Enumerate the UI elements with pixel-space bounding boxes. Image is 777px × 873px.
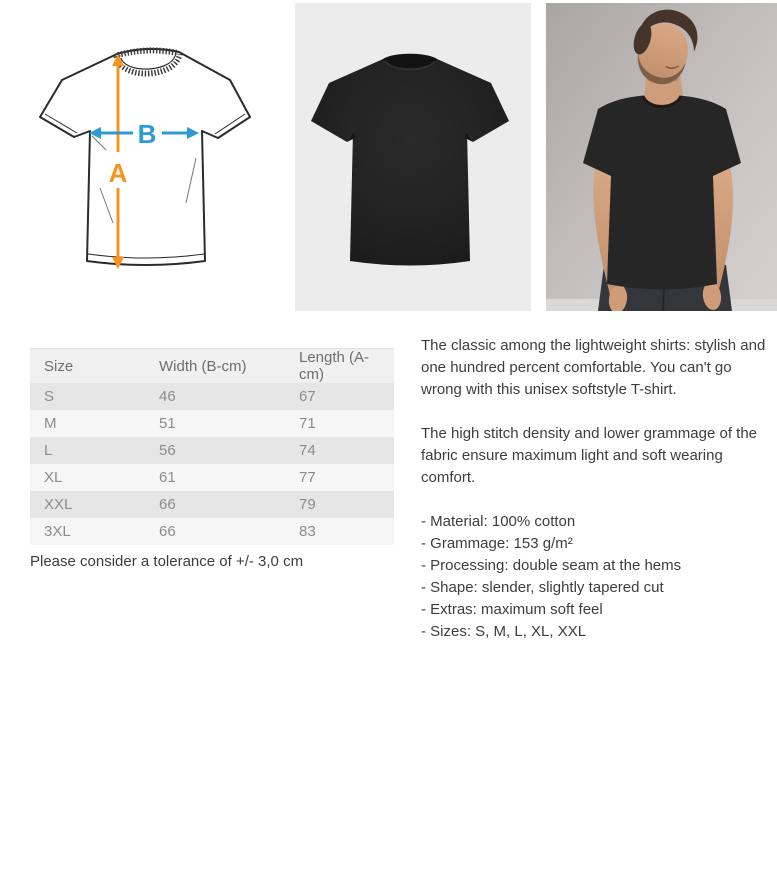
tshirt-outline xyxy=(40,49,250,265)
cell-width: 66 xyxy=(145,491,285,518)
attribute-grammage: - Grammage: 153 g/m² xyxy=(421,535,573,552)
cell-size: XXL xyxy=(30,491,145,518)
table-row xyxy=(30,437,394,464)
cell-length: 77 xyxy=(285,464,394,491)
product-attributes-list xyxy=(421,511,769,643)
tshirt-line-drawing xyxy=(28,38,260,278)
size-chart-table xyxy=(30,348,394,545)
cell-length: 71 xyxy=(285,410,394,437)
table-row xyxy=(30,491,394,518)
cell-size: M xyxy=(30,410,145,437)
tolerance-note: Please consider a tolerance of +/- 3,0 cm xyxy=(30,553,304,570)
cell-length: 67 xyxy=(285,383,394,410)
cell-width: 66 xyxy=(145,518,285,545)
tshirt-measurement-diagram xyxy=(28,38,260,278)
length-label: A xyxy=(108,158,128,188)
cell-size: XL xyxy=(30,464,145,491)
table-row xyxy=(30,410,394,437)
description-paragraph: The high stitch density and lower grammage of the fabric ensure maximum light and soft wearing comfort. xyxy=(421,425,758,486)
jeans-seam xyxy=(663,287,664,311)
product-photo-black-tshirt xyxy=(295,3,531,311)
cell-width: 51 xyxy=(145,410,285,437)
cell-size: 3XL xyxy=(30,518,145,545)
description-paragraph: The classic among the lightweight shirts: stylish and one hundred percent comfortable. You can't go wrong with this unisex softstyle T-shirt. xyxy=(421,337,766,398)
table-header-row xyxy=(30,349,394,384)
attribute-material: - Material: 100% cotton xyxy=(421,513,576,530)
table-row xyxy=(30,383,394,410)
header-size: Size xyxy=(30,349,145,384)
cell-size: L xyxy=(30,437,145,464)
cell-width: 46 xyxy=(145,383,285,410)
cell-length: 83 xyxy=(285,518,394,545)
black-tshirt-front xyxy=(295,3,531,311)
model-photo-illustration xyxy=(546,3,777,311)
table-row xyxy=(30,464,394,491)
model-photo-man-in-black-tshirt xyxy=(546,3,777,311)
attribute-sizes: - Sizes: S, M, L, XL, XXL xyxy=(421,623,587,640)
header-length: Length (A-cm) xyxy=(285,349,394,384)
header-width: Width (B-cm) xyxy=(145,349,285,384)
cell-size: S xyxy=(30,383,145,410)
width-label: B xyxy=(137,119,157,149)
cell-length: 79 xyxy=(285,491,394,518)
cell-width: 56 xyxy=(145,437,285,464)
cell-length: 74 xyxy=(285,437,394,464)
table-row xyxy=(30,518,394,545)
attribute-extras: - Extras: maximum soft feel xyxy=(421,601,603,618)
attribute-processing: - Processing: double seam at the hems xyxy=(421,557,682,574)
product-description xyxy=(421,335,769,643)
cell-width: 61 xyxy=(145,464,285,491)
attribute-shape: - Shape: slender, slightly tapered cut xyxy=(421,579,664,596)
